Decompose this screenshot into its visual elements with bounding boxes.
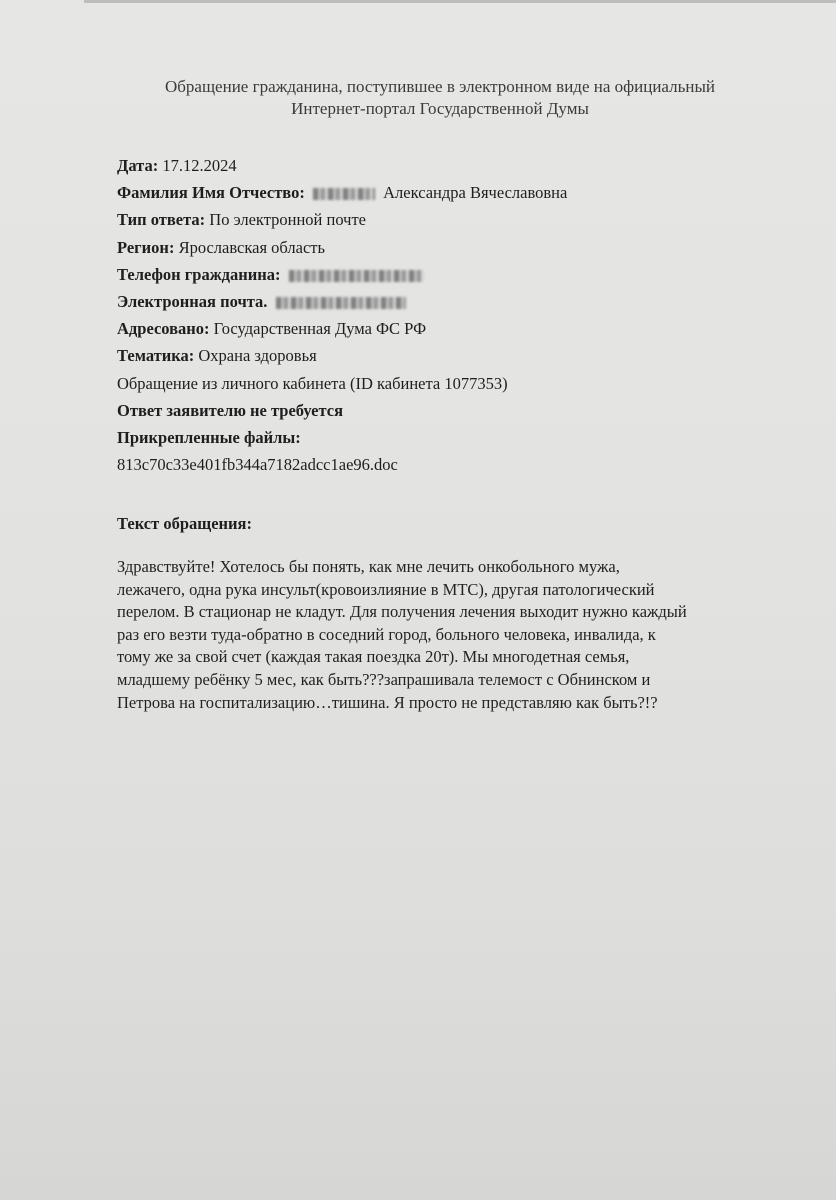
field-topic <box>117 342 817 369</box>
paper-fold <box>84 0 836 3</box>
field-topic-label: Тематика: <box>117 346 195 366</box>
field-topic-value: Охрана здоровья <box>198 346 317 366</box>
field-email <box>117 288 817 315</box>
field-answer-type-label: Тип ответа: <box>117 210 206 230</box>
redacted-email <box>276 297 406 309</box>
field-cabinet: Обращение из личного кабинета (ID кабинета 1077353) <box>117 373 508 393</box>
appeal-text-line: раз его везти туда-обратно в соседний город, больного человека, инвалида, к <box>117 624 656 644</box>
field-addressed-value: Государственная Дума ФС РФ <box>213 319 427 339</box>
field-date-value: 17.12.2024 <box>162 156 237 175</box>
appeal-text <box>117 556 797 714</box>
field-addressed-label: Адресовано: <box>117 319 210 339</box>
appeal-text-line: лежачего, одна рука инсульт(кровоизлияние в МТС), другая патологический <box>117 579 655 599</box>
appeal-text-title: Текст обращения: <box>117 514 252 533</box>
field-date <box>117 152 817 179</box>
attachment-file-name: 813c70c33e401fb344a7182adcc1ae96.doc <box>117 455 398 475</box>
header-line-2: Интернет-портал Государственной Думы <box>291 99 589 118</box>
field-phone <box>117 261 817 288</box>
document-header <box>90 76 790 120</box>
attachments-label: Прикрепленные файлы: <box>117 427 301 447</box>
appeal-text-line: перелом. В стационар не кладут. Для получения лечения выходит нужно каждый <box>117 602 687 622</box>
field-fio-label: Фамилия Имя Отчество: <box>117 183 305 203</box>
appeal-fields <box>117 152 817 478</box>
field-answer-type-value: По электронной почте <box>209 210 366 230</box>
field-date-label: Дата: <box>117 156 159 175</box>
appeal-text-line: Здравствуйте! Хотелось бы понять, как мне лечить онкобольного мужа, <box>117 557 620 576</box>
field-addressed <box>117 315 817 342</box>
field-region-label: Регион: <box>117 237 175 257</box>
field-fio-value: Александра Вячеславовна <box>383 183 568 203</box>
field-fio <box>117 179 817 206</box>
no-answer-note: Ответ заявителю не требуется <box>117 400 344 420</box>
field-region-value: Ярославская область <box>178 237 326 257</box>
redacted-surname <box>313 188 375 200</box>
appeal-text-line: Петрова на госпитализацию…тишина. Я просто не представляю как быть?!? <box>117 692 658 712</box>
appeal-text-line: тому же за свой счет (каждая такая поездка 20т). Мы многодетная семья, <box>117 647 630 667</box>
field-phone-label: Телефон гражданина: <box>117 264 281 284</box>
appeal-text-line: младшему ребёнку 5 мес, как быть???запрашивала телемост с Обнинском и <box>117 669 651 689</box>
header-line-1: Обращение гражданина, поступившее в электронном виде на официальный <box>165 77 715 96</box>
field-email-label: Электронная почта. <box>117 291 268 311</box>
field-region <box>117 234 817 261</box>
field-answer-type <box>117 206 817 233</box>
redacted-phone <box>289 270 424 282</box>
